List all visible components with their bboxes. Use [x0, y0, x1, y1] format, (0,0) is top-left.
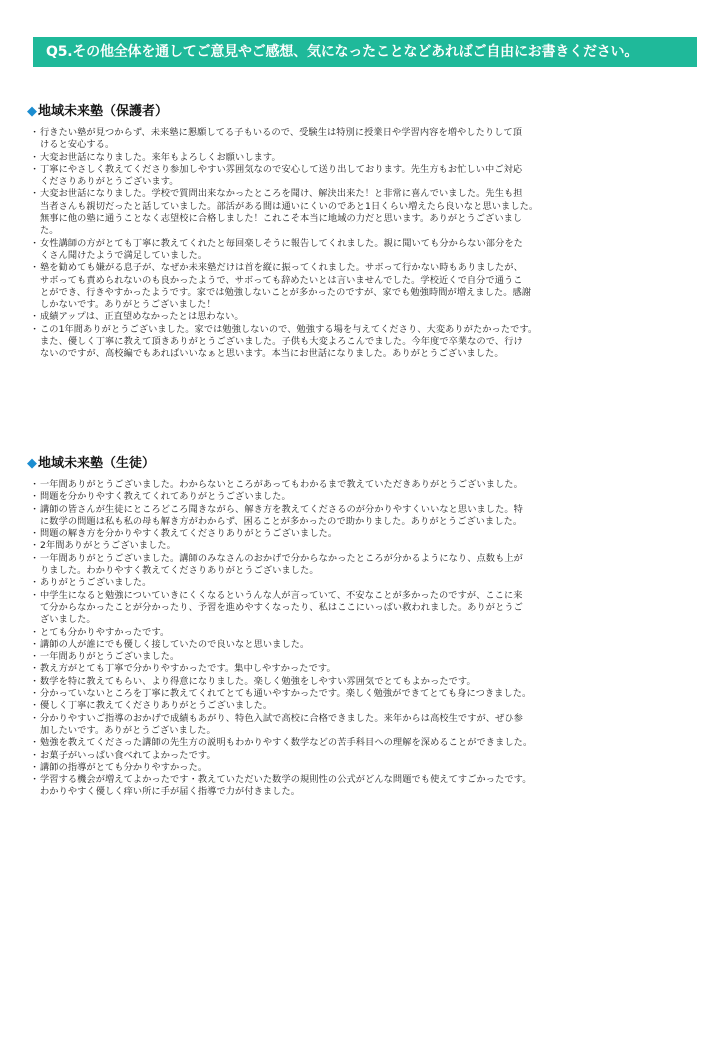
comment-item: ・ 大変お世話になりました。学校で質問出来なかったところを聞け、解決出来た！と非常に喜んでいました。先生も担 当者さんも親切だったと話していました。部活がある間は通いにくいのであと1日くらい増えたら良いなと思いました。 無事に他の塾に通うことなく志望校に合格しました！これこそ本当に地域の力だと思います。ありがとうございまし た。 [30, 188, 690, 237]
section-title-text: 地域未来塾（保護者） [38, 104, 169, 119]
comment-item: ・ 講師の指導がとても分かりやすかった。 [30, 762, 690, 774]
comment-item: ・ とても分かりやすかったです。 [30, 627, 690, 639]
comment-item: ・ 学習する機会が増えてよかったです・教えていただいた数学の規則性の公式がどんな問題でも使えてすごかったです。 わかりやすく優しく痒い所に手が届く指導で力が付きました。 [30, 774, 690, 799]
comment-item: ・ 分かっていないところを丁寧に教えてくれてとても通いやすかったです。楽しく勉強ができてとても身につきました。 [30, 688, 690, 700]
comment-item: ・ 一年間ありがとうございました。講師のみなさんのおかげで分からなかったところが分かるようになり、点数も上が りました。わかりやすく教えてくださりありがとうございました。 [30, 553, 690, 578]
section-title-parents [27, 100, 168, 119]
comment-item: ・ 丁寧にやさしく教えてくださり参加しやすい雰囲気なので安心して送り出しております。先生方もお忙しい中ご対応 くださりありがとうございます。 [30, 164, 690, 189]
comment-item: ・ 行きたい塾が見つからず、未来塾に懇願してる子もいるので、受験生は特別に授業日や学習内容を増やしたりして頂 けると安心する。 [30, 127, 690, 152]
comment-item: ・ ありがとうございました。 [30, 577, 690, 589]
comment-item: ・ 数学を特に教えてもらい、より得意になりました。楽しく勉強をしやすい雰囲気でとてもよかったです。 [30, 676, 690, 688]
comment-item: ・ 問題を分かりやすく教えてくれてありがとうございました。 [30, 491, 690, 503]
comment-item: ・ 講師の皆さんが生徒にところどころ聞きながら、解き方を教えてくださるのが分かりやすくいいなと思いました。特 に数学の問題は私も私の母も解き方がわからず、困ることが多かったので助かりました。ありがとうございました。 [30, 504, 690, 529]
comment-item: ・ 女性講師の方がとても丁寧に教えてくれたと毎回楽しそうに報告してくれました。親に聞いても分からない部分をた くさん聞けたようで満足していました。 [30, 238, 690, 263]
diamond-icon: ◆ [27, 104, 37, 119]
comment-item: ・ 成績アップは、正直望めなかったとは思わない。 [30, 311, 690, 323]
comment-item: ・ 塾を勧めても嫌がる息子が、なぜか未来塾だけは首を縦に振ってくれました。サボって行かない時もありましたが、 サボっても責められないのも良かったようで、サボっても辞めたいとは言いませんでした。学校近くで自分で通うこ とができ、行きやすかったようです。家では勉強しないことが多かったのですが、家でも勉強時間が増えました。感謝 しかないです。ありがとうございました！ [30, 262, 690, 311]
comment-item: ・ 問題の解き方を分かりやすく教えてくださりありがとうございました。 [30, 528, 690, 540]
parent-comments-list [30, 127, 690, 361]
section-title-students [27, 452, 155, 471]
section-title-text: 地域未来塾（生徒） [38, 456, 156, 471]
comment-item: ・ 講師の人が誰にでも優しく接していたので良いなと思いました。 [30, 639, 690, 651]
comment-item: ・ 一年間ありがとうございました。 [30, 651, 690, 663]
question-banner: Q5.その他全体を通してご意見やご感想、気になったことなどあればご自由にお書きください。 [33, 37, 697, 67]
student-comments-list [30, 479, 690, 799]
comment-item: ・ 2年間ありがとうございました。 [30, 540, 690, 552]
comment-item: ・ 勉強を教えてくださった講師の先生方の説明もわかりやすく数学などの苦手科目への理解を深めることができました。 [30, 737, 690, 749]
comment-item: ・ この1年間ありがとうございました。家では勉強しないので、勉強する場を与えてくださり、大変ありがたかったです。 また、優しく丁寧に教えて頂きありがとうございました。子供も大変よろこんでました。今年度で卒業なので、行け ないのですが、高校編でもあればいいなぁと思います。本当にお世話になりました。ありがとうございました。 [30, 324, 690, 361]
comment-item: ・ 大変お世話になりました。来年もよろしくお願いします。 [30, 152, 690, 164]
comment-item: ・ 中学生になると勉強についていきにくくなるというんな人が言っていて、不安なことが多かったのですが、ここに来 て分からなかったことが分かったり、予習を進めやすくなったり、私はここにいっぱい救われました。ありがとうご ざいました。 [30, 590, 690, 627]
comment-item: ・ 教え方がとても丁寧で分かりやすかったです。集中しやすかったです。 [30, 663, 690, 675]
comment-item: ・ 分かりやすいご指導のおかげで成績もあがり、特色入試で高校に合格できました。来年からは高校生ですが、ぜひ参 加したいです。ありがとうございました。 [30, 713, 690, 738]
comment-item: ・ お菓子がいっぱい食べれてよかったです。 [30, 750, 690, 762]
comment-item: ・ 一年間ありがとうございました。わからないところがあってもわかるまで教えていただきありがとうございました。 [30, 479, 690, 491]
comment-item: ・ 優しく丁寧に教えてくださりありがとうございました。 [30, 700, 690, 712]
diamond-icon: ◆ [27, 456, 37, 471]
